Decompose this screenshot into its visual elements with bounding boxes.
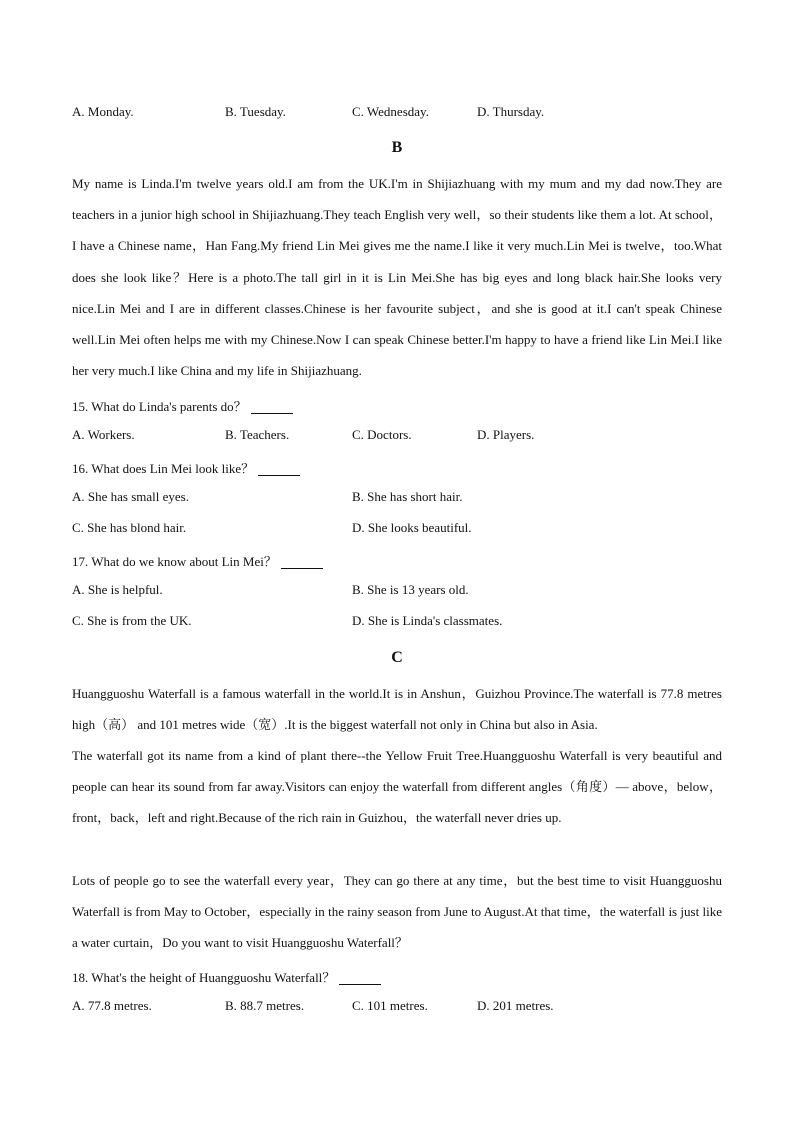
option-a: A. She is helpful. bbox=[72, 582, 163, 597]
section-c-heading: C bbox=[391, 649, 403, 666]
section-c-passage-1: Huangguoshu Waterfall is a famous waterfall in the world.It is in Anshun，Guizhou Province.The waterfall is 77.8 metres high（高） and 101 metres wide（宽）.It is the biggest waterfall not only in China but also in Asia. bbox=[72, 686, 722, 733]
option-a: A. She has small eyes. bbox=[72, 489, 189, 504]
answer-blank bbox=[251, 412, 293, 414]
option-c: C. Wednesday. bbox=[352, 104, 429, 119]
question-15 bbox=[72, 396, 722, 415]
option-d: D. She is Linda's classmates. bbox=[352, 613, 503, 628]
option-b: B. 88.7 metres. bbox=[225, 998, 305, 1013]
option-b: B. She has short hair. bbox=[352, 489, 463, 504]
option-c: C. Doctors. bbox=[352, 427, 412, 442]
section-b-heading: B bbox=[391, 139, 403, 156]
option-a: A. Workers. bbox=[72, 427, 135, 442]
option-d: D. 201 metres. bbox=[477, 998, 554, 1013]
question-16 bbox=[72, 458, 722, 477]
option-a: A. Monday. bbox=[72, 104, 134, 119]
option-b: B. Tuesday. bbox=[225, 104, 286, 119]
answer-blank bbox=[339, 983, 381, 985]
question-stem: 18. What's the height of Huangguoshu Waterfall？ bbox=[72, 970, 336, 985]
option-a: A. 77.8 metres. bbox=[72, 998, 152, 1013]
answer-blank bbox=[281, 567, 323, 569]
option-d: D. Players. bbox=[477, 427, 535, 442]
question-18 bbox=[72, 967, 722, 986]
section-c-passage-2: The waterfall got its name from a kind of plant there--the Yellow Fruit Tree.Huangguoshu Waterfall is very beautiful and people can hear its sound from far away.Visitors can enjoy the waterfall from different angles（角度）— above，below，front，back，left and right.Because of the rich rain in Guizhou，the waterfall never dries up. bbox=[72, 748, 722, 826]
option-b: B. Teachers. bbox=[225, 427, 290, 442]
question-17 bbox=[72, 551, 722, 570]
question-stem: 17. What do we know about Lin Mei？ bbox=[72, 554, 277, 569]
option-b: B. She is 13 years old. bbox=[352, 582, 469, 597]
option-d: D. She looks beautiful. bbox=[352, 520, 472, 535]
question-stem: 15. What do Linda's parents do？ bbox=[72, 399, 247, 414]
option-c: C. She has blond hair. bbox=[72, 520, 187, 535]
section-b-passage: My name is Linda.I'm twelve years old.I am from the UK.I'm in Shijiazhuang with my mum and my dad now.They are teachers in a junior high school in Shijiazhuang.They teach English very well，so their students like them a lot. At school，I have a Chinese name，Han Fang.My friend Lin Mei gives me the name.I like it very much.Lin Mei is twelve，too.What does she look like？Here is a photo.The tall girl in it is Lin Mei.She has big eyes and long black hair.She looks very nice.Lin Mei and I are in different classes.Chinese is her favourite subject，and she is good at it.I can't speak Chinese well.Lin Mei often helps me with my Chinese.Now I can speak Chinese better.I'm happy to have a friend like Lin Mei.I like her very much.I like China and my life in Shijiazhuang. bbox=[72, 176, 722, 379]
option-c: C. She is from the UK. bbox=[72, 613, 192, 628]
option-d: D. Thursday. bbox=[477, 104, 545, 119]
option-c: C. 101 metres. bbox=[352, 998, 428, 1013]
question-stem: 16. What does Lin Mei look like？ bbox=[72, 461, 255, 476]
answer-blank bbox=[258, 474, 300, 476]
section-c-passage-3: Lots of people go to see the waterfall every year，They can go there at any time，but the best time to visit Huangguoshu Waterfall is from May to October，especially in the rainy season from June to August.At that time，the waterfall is just like a water curtain，Do you want to visit Huangguoshu Waterfall？ bbox=[72, 873, 722, 951]
